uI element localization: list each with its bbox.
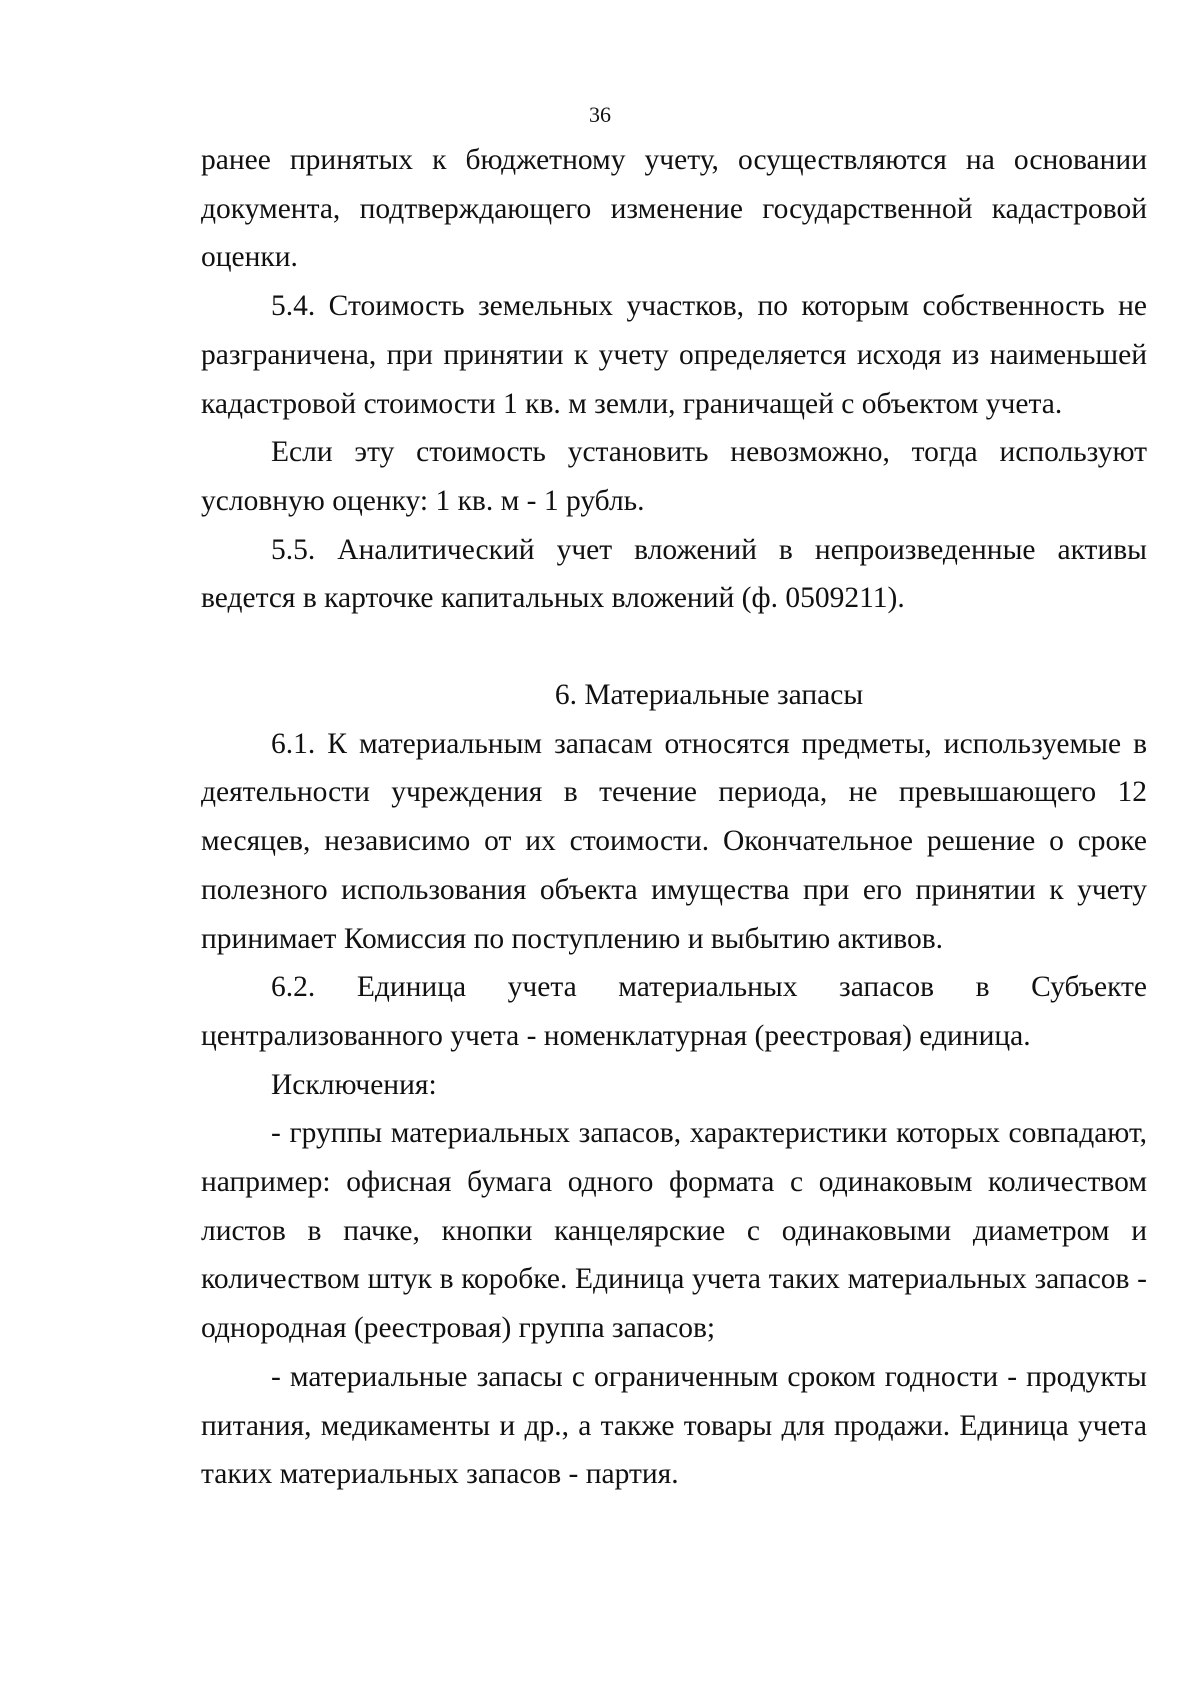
text-line: в карточке капитальных вложений (ф. 0509211). [302, 582, 905, 615]
paragraph-exception-groups [201, 1109, 1147, 1353]
paragraph-5-5 [201, 526, 1147, 623]
paragraph-exceptions [201, 1061, 1147, 1110]
paragraph-exception-perishable [201, 1353, 1147, 1499]
text-line: таких материальных запасов - партия. [201, 1458, 679, 1491]
text-line: листов в пачке, кнопки канцелярские с одинаковыми диаметром и [201, 1214, 1147, 1247]
text-line: документа, подтверждающего изменение государственной кадастровой [201, 192, 1147, 225]
text-line: централизованного учета - номенклатурная (реестровая) единица. [201, 1019, 1031, 1052]
text-line: Комиссия по поступлению и выбытию активов. [343, 922, 944, 955]
text-line: Если эту стоимость установить невозможно, тогда используют [271, 436, 1147, 469]
text-line: питания, медикаменты и др., а также товары для продажи. Единица учета [201, 1409, 1147, 1442]
paragraph-6-1 [201, 720, 1147, 964]
paragraph-5-4 [201, 282, 1147, 428]
paragraph-conditional-valuation [201, 428, 1147, 525]
text-line: 6.1. К материальным запасам относятся предметы, используемые в [271, 727, 1147, 760]
text-line: независимо от их стоимости. Окончательное решение о сроке полезного [201, 825, 1148, 906]
document-body [201, 136, 1147, 1499]
text-line: использования объекта имущества при его принятии к учету принимает [201, 873, 1148, 955]
text-line: 6.2. Единица учета материальных запасов в Субъекте [271, 971, 1147, 1004]
text-line: разграничена, при принятии к учету определяется исходя из наименьшей [201, 338, 1147, 371]
text-line: Исключения: [271, 1068, 437, 1101]
text-line: однородная (реестровая) группа запасов; [201, 1312, 716, 1345]
text-line: условную оценку: 1 кв. м - 1 рубль. [201, 484, 645, 517]
text-line: 5.5. Аналитический учет вложений в непроизведенные активы ведется [201, 533, 1147, 615]
text-line: - материальные запасы с ограниченным сроком годности - продукты [271, 1360, 1147, 1393]
text-line: - группы материальных запасов, характеристики которых совпадают, [271, 1117, 1147, 1150]
text-line: 5.4. Стоимость земельных участков, по которым собственность не [271, 290, 1147, 323]
text-line: количеством штук в коробке. Единица учета таких материальных запасов - [201, 1263, 1147, 1296]
paragraph-6-2 [201, 963, 1147, 1060]
section-heading: 6. Материальные запасы [554, 679, 864, 712]
text-line: например: офисная бумага одного формата с одинаковым количеством [201, 1166, 1147, 1199]
text-line: оценки. [201, 241, 298, 274]
text-line: деятельности учреждения в течение периода, не превышающего 12 месяцев, [201, 776, 1147, 858]
page-number: 36 [589, 102, 611, 127]
paragraph-continuation [201, 136, 1147, 282]
text-line: ранее принятых к бюджетному учету, осуществляются на основании [201, 144, 1147, 176]
text-line: кадастровой стоимости 1 кв. м земли, граничащей с объектом учета. [201, 387, 1063, 420]
